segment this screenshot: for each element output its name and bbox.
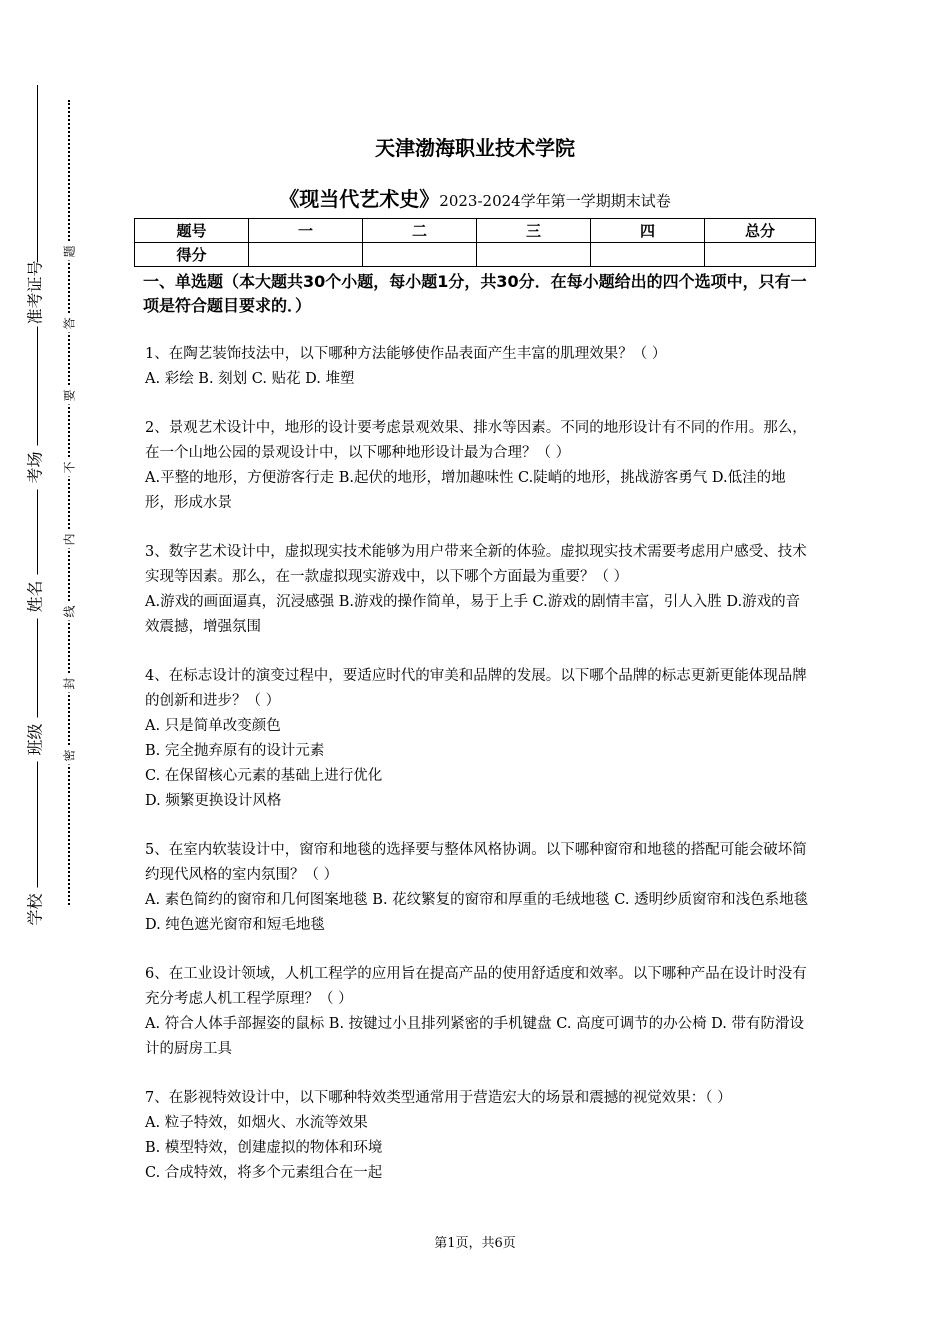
- score-cell: 四: [591, 219, 705, 243]
- question-option: A.平整的地形，方便游客行走 B.起伏的地形，增加趣味性 C.陡峭的地形，挑战游客勇气 D.低洼的地形，形成水景: [145, 470, 786, 511]
- school-title: 天津渤海职业技术学院: [375, 136, 575, 160]
- exam-content: [145, 270, 810, 1186]
- question-option: B. 完全抛弃原有的设计元素: [145, 743, 325, 759]
- question-6: [145, 962, 810, 1062]
- class-label: 班级: [23, 718, 46, 762]
- question-option: A. 素色简约的窗帘和几何图案地毯 B. 花纹繁复的窗帘和厚重的毛绒地毯 C. 透明纱质窗帘和浅色系地毯 D. 纯色遮光窗帘和短毛地毯: [145, 892, 809, 933]
- score-cell[interactable]: [591, 243, 705, 267]
- question-stem: 6、在工业设计领域，人机工程学的应用旨在提高产品的使用舒适度和效率。以下哪种产品在设计时没有充分考虑人机工程学原理？（ ）: [145, 966, 807, 1007]
- seal-char: 内: [61, 531, 78, 549]
- score-table: [134, 218, 816, 267]
- score-cell[interactable]: [477, 243, 591, 267]
- score-cell: 一: [249, 219, 363, 243]
- seal-line: [68, 100, 70, 905]
- question-option: A. 符合人体手部握姿的鼠标 B. 按键过小且排列紧密的手机键盘 C. 高度可调节的办公椅 D. 带有防滑设计的厨房工具: [145, 1016, 805, 1057]
- exam-subtitle: [0, 183, 950, 212]
- score-cell: 二: [363, 219, 477, 243]
- question-1: [145, 342, 810, 392]
- question-option: D. 频繁更换设计风格: [145, 793, 282, 809]
- score-cell: 三: [477, 219, 591, 243]
- seal-char: 线: [61, 603, 78, 621]
- score-cell: 总分: [705, 219, 816, 243]
- course-name: 《现当代艺术史》: [279, 187, 440, 211]
- question-option: A. 粒子特效，如烟火、水流等效果: [145, 1115, 368, 1131]
- score-cell: 得分: [135, 243, 249, 267]
- score-cell[interactable]: [363, 243, 477, 267]
- exam-term: 2023-2024学年第一学期期末试卷: [439, 192, 671, 210]
- seal-char: 密: [61, 747, 78, 765]
- score-table-header-row: [135, 219, 816, 243]
- seal-char: 题: [61, 243, 78, 261]
- question-3: [145, 540, 810, 640]
- page-number: 第1页，共6页: [434, 1236, 516, 1251]
- question-option: A.游戏的画面逼真，沉浸感强 B.游戏的操作简单，易于上手 C.游戏的剧情丰富，引人入胜 D.游戏的音效震撼，增强氛围: [145, 594, 801, 635]
- school-label: 学校: [23, 888, 46, 932]
- question-2: [145, 416, 810, 516]
- score-cell: 题号: [135, 219, 249, 243]
- question-stem: 1、在陶艺装饰技法中，以下哪种方法能够使作品表面产生丰富的肌理效果？（ ）: [145, 346, 667, 362]
- question-stem: 7、在影视特效设计中，以下哪种特效类型通常用于营造宏大的场景和震撼的视觉效果：（ ）: [145, 1090, 732, 1106]
- score-cell[interactable]: [249, 243, 363, 267]
- section-heading: 一、单选题（本大题共30个小题，每小题1分，共30分．在每小题给出的四个选项中，只有一项是符合题目要求的．）: [143, 272, 807, 315]
- question-option: A. 只是简单改变颜色: [145, 718, 281, 734]
- admission-number-label: 准考证号: [23, 263, 46, 327]
- question-stem: 4、在标志设计的演变过程中，要适应时代的审美和品牌的发展。以下哪个品牌的标志更新更能体现品牌的创新和进步？（ ）: [145, 668, 807, 709]
- seal-char: 要: [61, 387, 78, 405]
- seal-char: 封: [61, 675, 78, 693]
- question-7: [145, 1086, 810, 1186]
- seal-char: 不: [61, 459, 78, 477]
- score-table-score-row: [135, 243, 816, 267]
- question-stem: 2、景观艺术设计中，地形的设计要考虑景观效果、排水等因素。不同的地形设计有不同的作用。那么，在一个山地公园的景观设计中，以下哪种地形设计最为合理？（ ）: [145, 420, 807, 461]
- question-option: C. 在保留核心元素的基础上进行优化: [145, 768, 383, 784]
- name-label: 姓名: [23, 575, 46, 619]
- question-option: B. 模型特效，创建虚拟的物体和环境: [145, 1140, 383, 1156]
- question-option: C. 合成特效，将多个元素组合在一起: [145, 1165, 383, 1181]
- exam-room-label: 考场: [23, 446, 46, 490]
- question-4: [145, 664, 810, 814]
- question-stem: 5、在室内软装设计中，窗帘和地毯的选择要与整体风格协调。以下哪种窗帘和地毯的搭配可能会破坏简约现代风格的室内氛围？（ ）: [145, 842, 807, 883]
- seal-char: 答: [61, 315, 78, 333]
- question-stem: 3、数字艺术设计中，虚拟现实技术能够为用户带来全新的体验。虚拟现实技术需要考虑用户感受、技术实现等因素。那么，在一款虚拟现实游戏中，以下哪个方面最为重要？（ ）: [145, 544, 807, 585]
- score-cell[interactable]: [705, 243, 816, 267]
- question-5: [145, 838, 810, 938]
- question-option: A. 彩绘 B. 刻划 C. 贴花 D. 堆塑: [145, 371, 355, 387]
